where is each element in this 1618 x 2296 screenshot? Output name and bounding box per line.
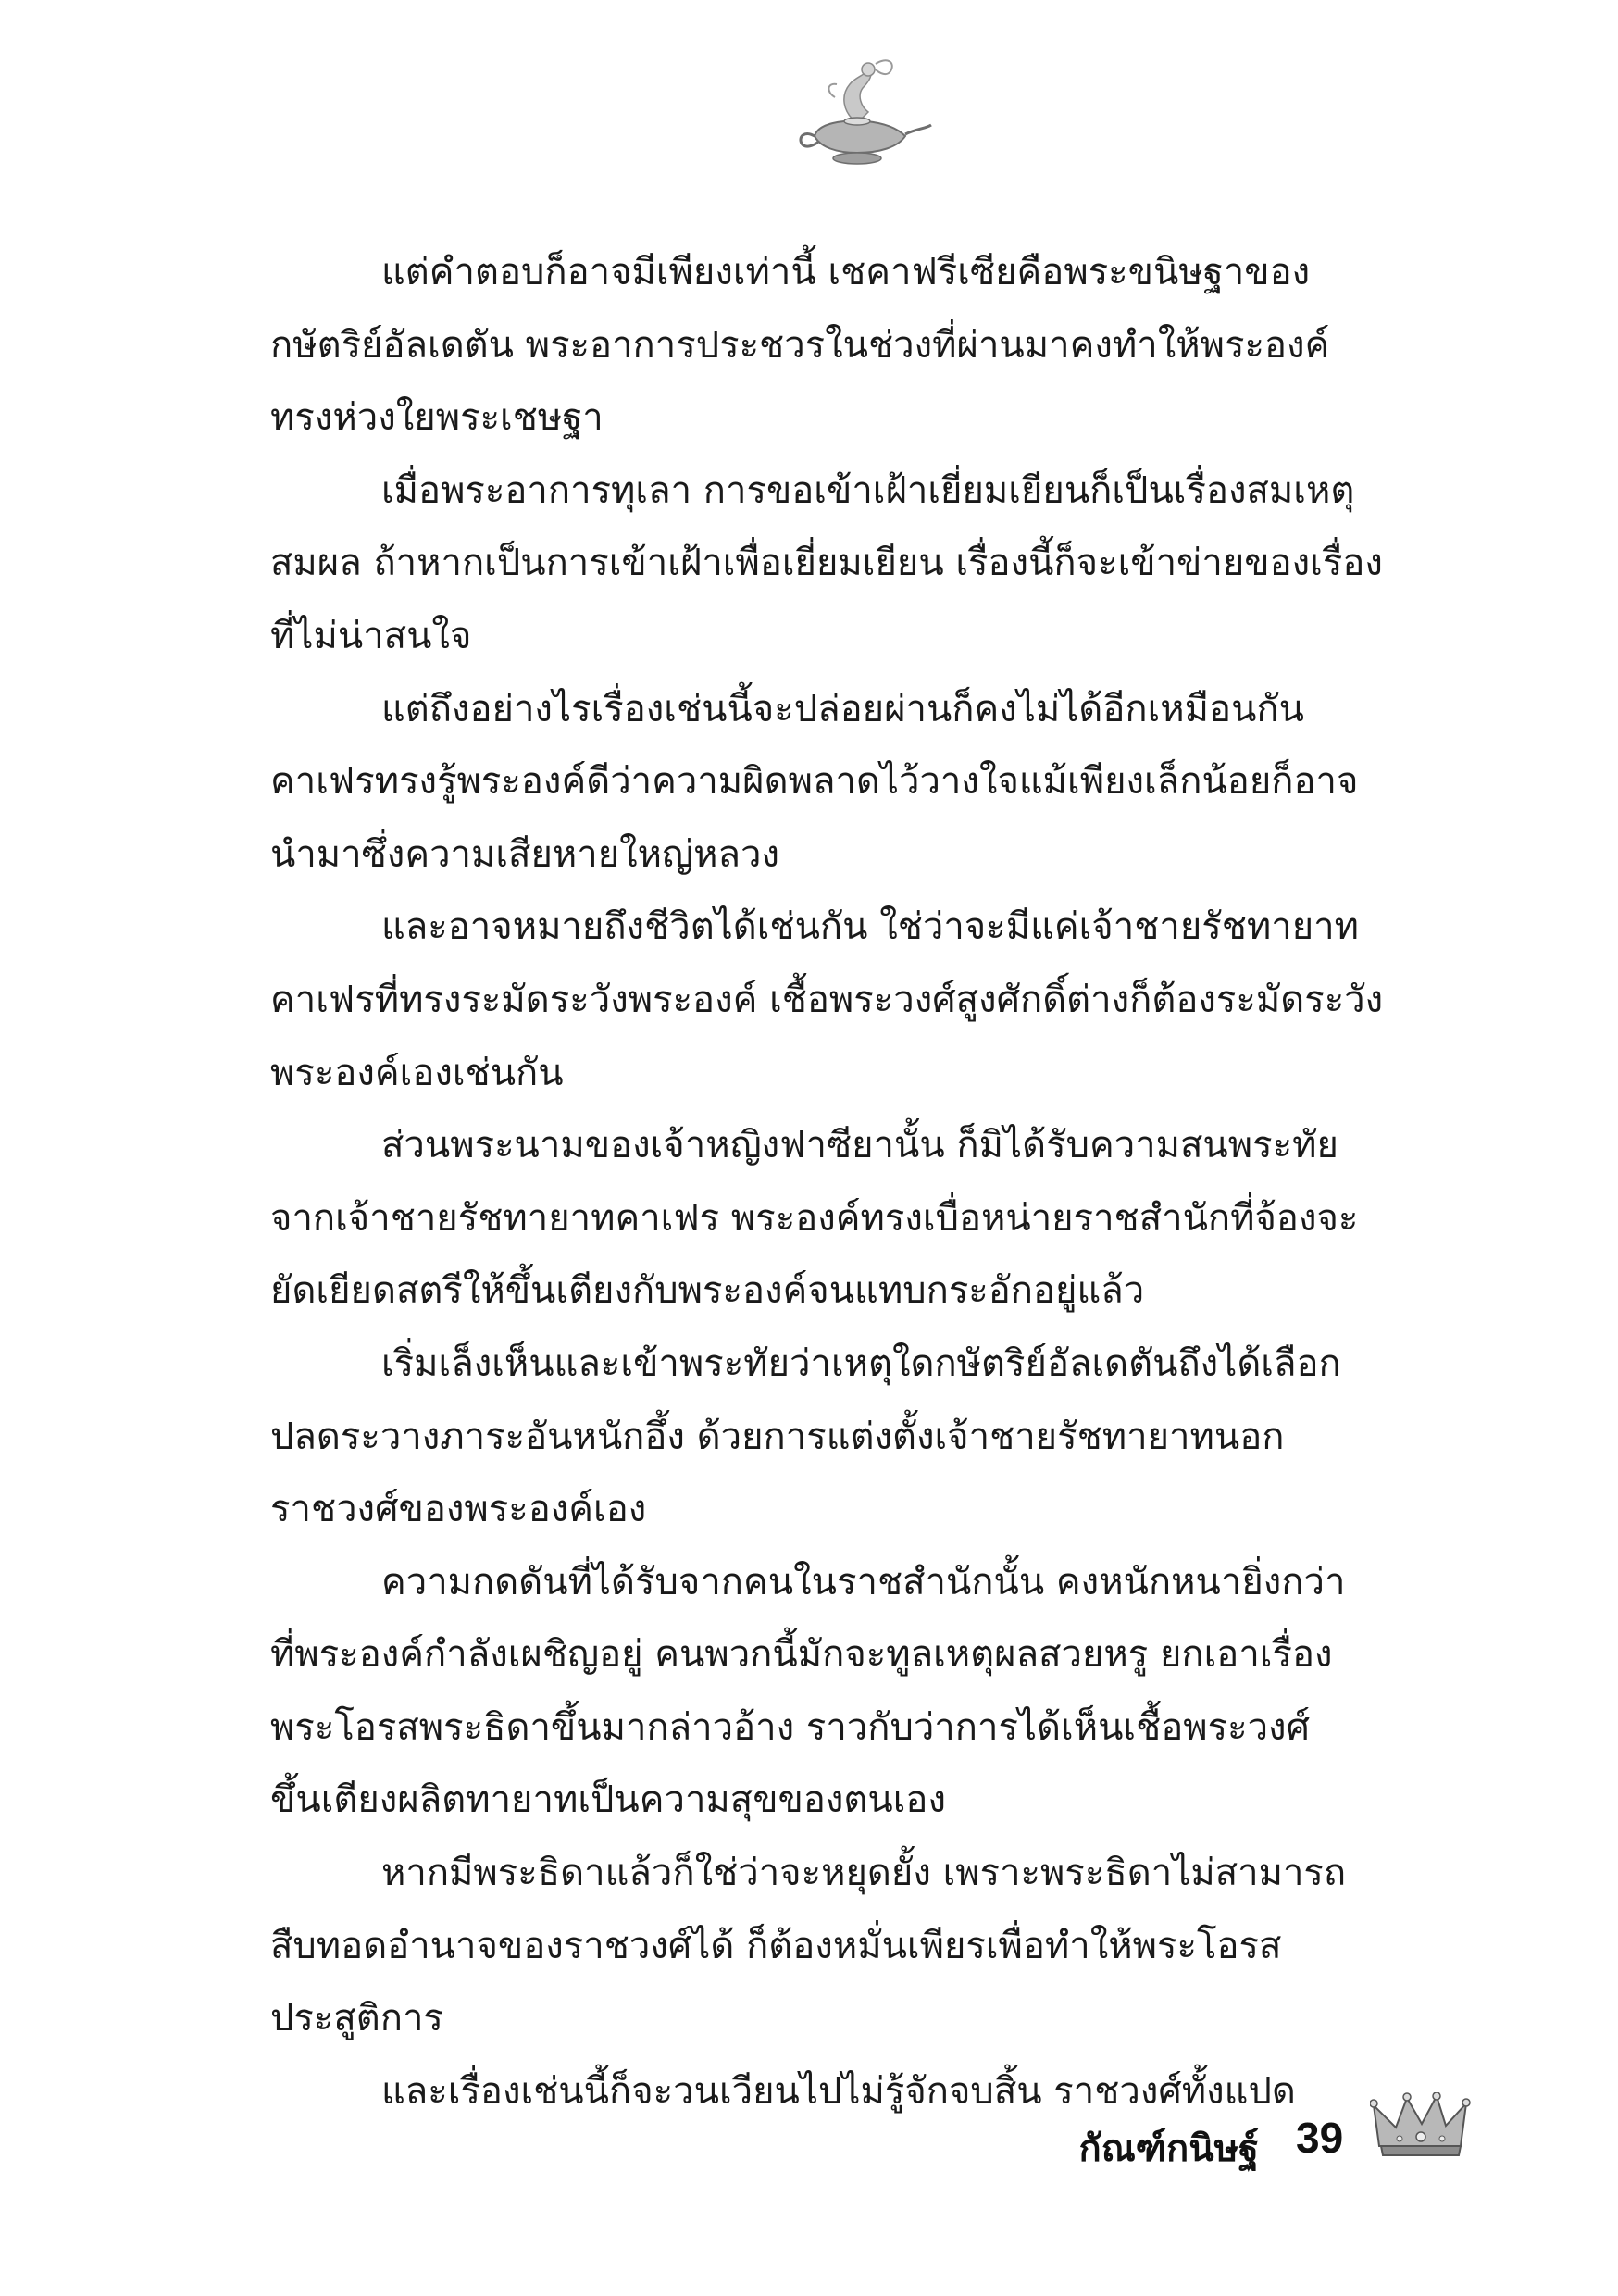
book-title: กัณฑ์กนิษฐ์: [1078, 2128, 1259, 2170]
text-line: ประสูติการ: [270, 1997, 443, 2040]
text-line: ขึ้นเตียงผลิตทายาทเป็นความสุขของตนเอง: [270, 1778, 946, 1822]
text-line: กษัตริย์อัลเดตัน พระอาการประชวรในช่วงที่ผ่านมาคงทำให้พระองค์: [270, 323, 1330, 367]
page-number: 39: [1296, 2114, 1344, 2162]
text-line: เริ่มเล็งเห็นและเข้าพระทัยว่าเหตุใดกษัตริย์อัลเดตันถึงได้เลือก: [381, 1341, 1341, 1385]
text-line: แต่คำตอบก็อาจมีเพียงเท่านี้ เชคาฟรีเซียคือพระขนิษฐาของ: [381, 251, 1311, 293]
text-line: และอาจหมายถึงชีวิตได้เช่นกัน ใช่ว่าจะมีแค่เจ้าชายรัชทายาท: [381, 905, 1359, 949]
genie-lamp-icon: [778, 51, 935, 171]
text-line: นำมาซึ่งความเสียหายใหญ่หลวง: [270, 832, 779, 876]
page-footer: [1027, 2102, 1472, 2194]
text-line: ความกดดันที่ได้รับจากคนในราชสำนักนั้น คงหนักหนายิ่งกว่า: [381, 1560, 1346, 1603]
text-line: ที่ไม่น่าสนใจ: [270, 614, 472, 657]
text-line: หากมีพระธิดาแล้วก็ใช่ว่าจะหยุดยั้ง เพราะพระธิดาไม่สามารถ: [381, 1852, 1347, 1895]
text-line: จากเจ้าชายรัชทายาทคาเฟร พระองค์ทรงเบื่อหน่ายราชสำนักที่จ้องจะ: [270, 1196, 1359, 1240]
text-line: เมื่อพระอาการทุเลา การขอเข้าเฝ้าเยี่ยมเยียนก็เป็นเรื่องสมเหตุ: [381, 468, 1355, 512]
text-line: แต่ถึงอย่างไรเรื่องเช่นนี้จะปล่อยผ่านก็คงไม่ได้อีกเหมือนกัน: [381, 687, 1304, 730]
text-line: คาเฟรทรงรู้พระองค์ดีว่าความผิดพลาดไว้วางใจแม้เพียงเล็กน้อยก็อาจ: [270, 760, 1359, 804]
text-line: และเรื่องเช่นนี้ก็จะวนเวียนไปไม่รู้จักจบสิ้น ราชวงศ์ทั้งแปด: [381, 2069, 1296, 2113]
text-line: สืบทอดอำนาจของราชวงศ์ได้ ก็ต้องหมั่นเพียรเพื่อทำให้พระโอรส: [270, 1924, 1282, 1967]
crown-icon: [1370, 2092, 1472, 2166]
text-line: ที่พระองค์กำลังเผชิญอยู่ คนพวกนี้มักจะทูลเหตุผลสวยหรู ยกเอาเรื่อง: [270, 1633, 1333, 1677]
text-line: พระโอรสพระธิดาขึ้นมากล่าวอ้าง ราวกับว่าการได้เห็นเชื้อพระวงศ์: [270, 1705, 1310, 1749]
text-line: คาเฟรที่ทรงระมัดระวังพระองค์ เชื้อพระวงศ์สูงศักดิ์ต่างก็ต้องระมัดระวัง: [270, 978, 1384, 1021]
text-line: สมผล ถ้าหากเป็นการเข้าเฝ้าเพื่อเยี่ยมเยียน เรื่องนี้ก็จะเข้าข่ายของเรื่อง: [270, 542, 1383, 585]
body-text: [270, 236, 1453, 2128]
text-line: ส่วนพระนามของเจ้าหญิงฟาซียานั้น ก็มิได้รับความสนพระทัย: [381, 1124, 1338, 1167]
text-line: ราชวงศ์ของพระองค์เอง: [270, 1488, 647, 1531]
text-line: พระองค์เองเช่นกัน: [270, 1051, 564, 1094]
text-line: ทรงห่วงใยพระเชษฐา: [270, 396, 604, 440]
text-line: ยัดเยียดสตรีให้ขึ้นเตียงกับพระองค์จนแทบกระอักอยู่แล้ว: [270, 1269, 1145, 1313]
text-line: ปลดระวางภาระอันหนักอึ้ง ด้วยการแต่งตั้งเจ้าชายรัชทายาทนอก: [270, 1415, 1285, 1458]
